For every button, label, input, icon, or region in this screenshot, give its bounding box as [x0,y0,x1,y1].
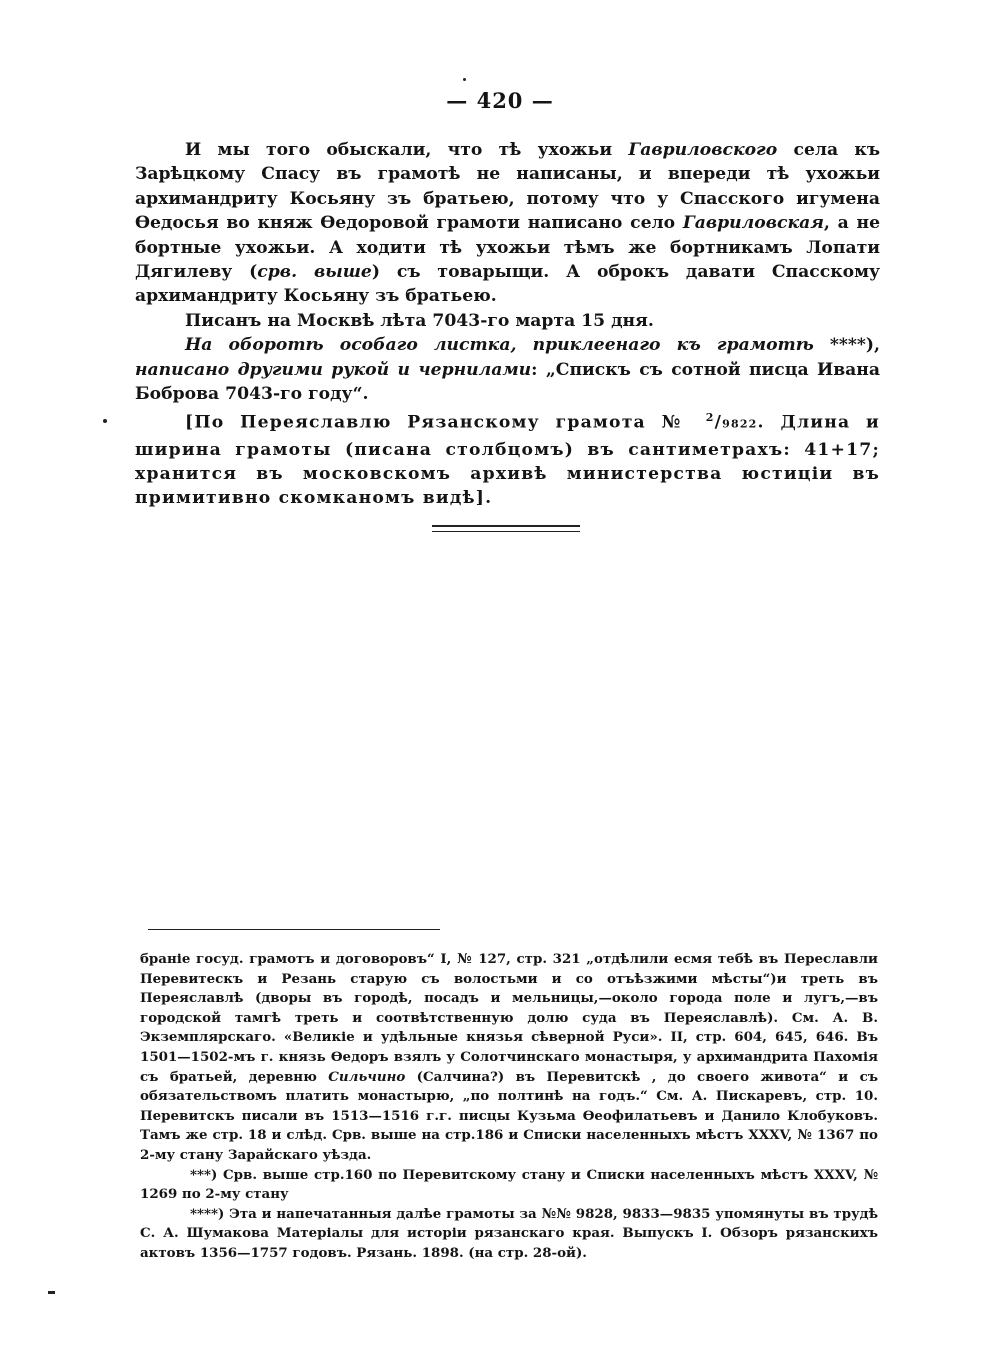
text-span: ****), [813,335,880,356]
main-text [135,138,880,511]
paragraph-4 [135,406,880,510]
italic-span: написано другими рукой и чернилами [135,359,532,380]
paragraph-2: Писанъ на Москвѣ лѣта 7043-го марта 15 дня. [185,310,654,331]
text-span: . Длина и ширина грамоты (писана столбцомъ) въ сантиметрахъ: 41+17; хранится въ московскомъ архивѣ министерства юстиціи въ примитивно скомканомъ видѣ]. [135,413,881,509]
italic-span: срв. выше [257,262,372,283]
text-span: ) съ товарыщи. А оброкъ давати Спасскому архимандриту Косьяну зъ братьею. [135,262,881,307]
fraction-slash: / [714,413,723,434]
text-span: , а не бортные ухожьи. А ходити тѣ ухожьи тѣмъ же бортникамъ Лопати Дягилеву ( [135,213,881,283]
text-span: И мы того обыскали, что тѣ ухожьи [185,140,629,160]
footnote-4-stars: ****) Эта и напечатанныя далѣе грамоты за №№ 9828, 9833—9835 упомянуты въ трудѣ С. А. Шумакова Матеріалы для исторіи рязанскаго края. Выпускъ I. Обзоръ рязанскихъ актовъ 1356—1757 годовъ. Рязань. 1898. (на стр. 28-ой). [140,1205,878,1261]
fraction-denominator: 9822 [722,418,758,432]
scan-speck [463,78,466,81]
text-span: браніе госуд. грамотъ и договоровъ“ I, № 127, стр. 321 „отдѣлили есмя тебѣ въ Переславли Перевитескъ и Резань старую съ волостьми и со отъѣзжими мѣсты“)и треть въ Переяславлѣ (дворы въ городѣ, посадъ и мельницы,—около города поле и лугъ,—въ городской тамгѣ треть и соотвѣтственную долю суда въ Переяславлѣ). См. А. В. Экземплярскаго. «Великіе и удѣльные князья сѣверной Руси». II, стр. 604, 645, 646. Въ 1501—1502-мъ г. князь Ѳедоръ взялъ у Солотчинскаго монастыря, у архимандрита Пахомія съ братьей, деревню [140,951,878,1085]
italic-span: Гавриловская [682,213,824,234]
paragraph-3 [135,333,880,406]
text-span: села къ Зарѣцкому Спасу въ грамотѣ не написаны, и впереди тѣ ухожьи архимандриту Косьяну зъ братьею, потому что у Спасского игумена Ѳедосья во княж Ѳедоровой грамоти написано село [135,140,880,234]
page-number: — 420 — [446,88,554,113]
text-span: : „Спискъ съ сотной писца Ивана Боброва 7043-го году“. [135,359,880,405]
text-span: [По Переяславлю Рязанскому грамота № [185,413,706,434]
fraction-numerator: 2 [705,411,715,425]
paragraph-1 [135,138,880,309]
scan-speck [103,419,107,423]
footnote-continuation [140,950,878,1166]
italic-span: Гавриловского [628,140,778,160]
italic-span: На оборотѣ особаго листка, приклеенаго къ грамотѣ [185,335,814,356]
scan-speck [48,1291,55,1294]
footnote-rule [148,929,440,930]
section-divider [432,525,580,532]
footnote-3-stars: ***) Срв. выше стр.160 по Перевитскому стану и Списки населенныхъ мѣстъ XXXV, № 1269 по 2-му стану [140,1166,878,1203]
footnotes [140,950,878,1264]
text-span: (Салчина?) въ Перевитскѣ , до своего живота“ и съ обязательствомъ платить монастырю, „по полтинѣ на годъ.“ См. А. Пискаревъ, стр. 10. Перевитскъ писали въ 1513—1516 г.г. писцы Кузьма Ѳеофилатьевъ и Данило Клобуковъ. Тамъ же стр. 18 и слѣд. Срв. выше на стр.186 и Списки населенныхъ мѣстъ XXXV, № 1367 по 2-му стану Зарайскаго уѣзда. [140,1068,878,1163]
italic-span: Сильчино [328,1068,406,1085]
